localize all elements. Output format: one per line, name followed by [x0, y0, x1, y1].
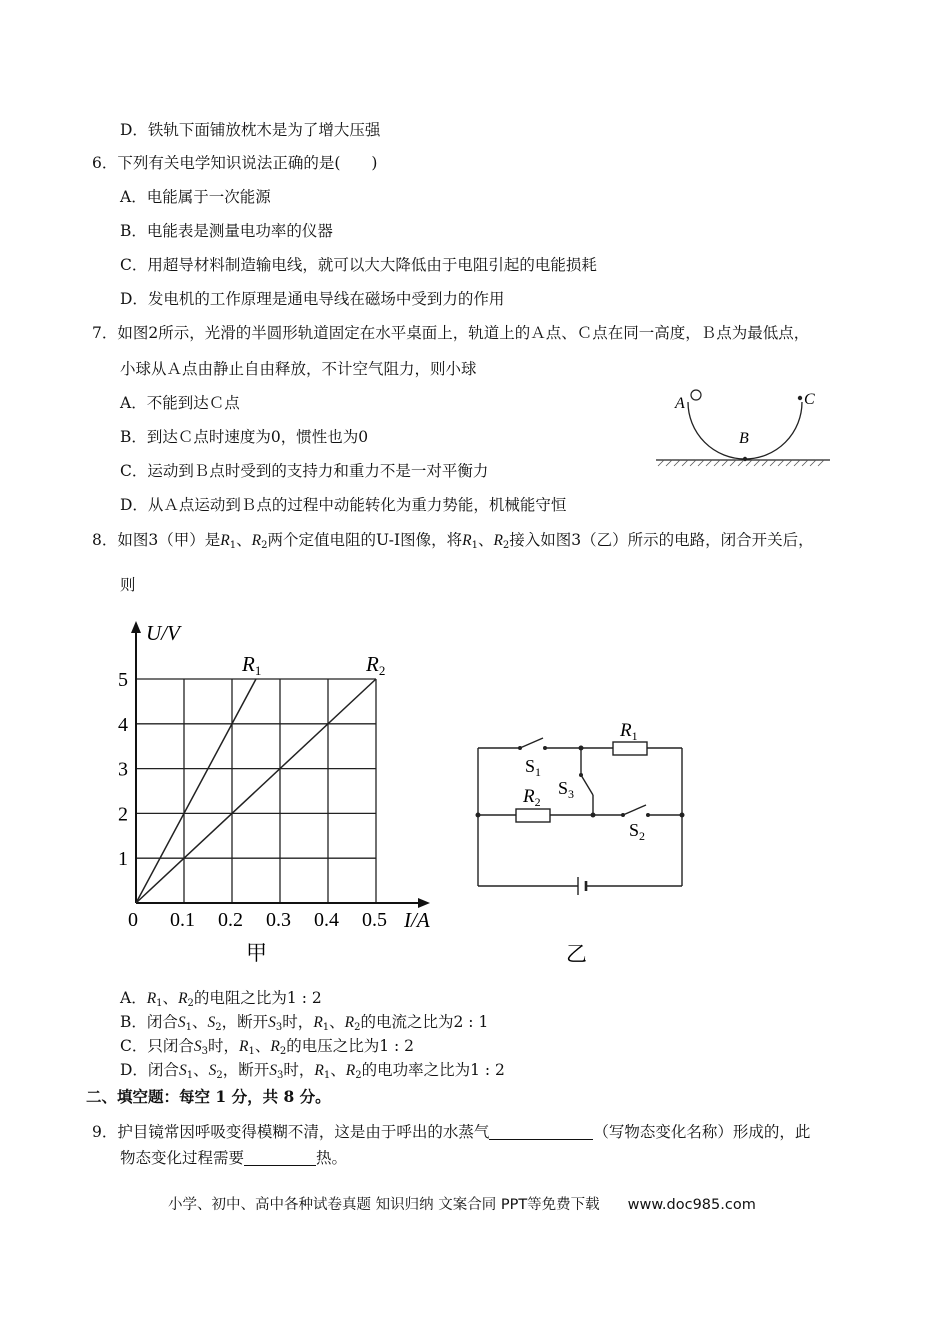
y-tick-label: 2: [118, 803, 128, 826]
page-footer: [168, 1193, 756, 1214]
q5-option-d: D．铁轨下面铺放枕木是为了增大压强: [120, 121, 381, 139]
x-axis-arrow: [418, 898, 430, 908]
circuit-s1-label: $S_1$: [525, 756, 542, 779]
label-b: B: [739, 430, 749, 447]
q8-stem-line1: 8．如图3（甲）是$R_1$、$R_2$两个定值电阻的U-I图像，将$R_1$、$R_2$接入如图3（乙）所示的电路，闭合开关后，: [92, 531, 814, 551]
x-tick-label: 0.1: [170, 909, 195, 931]
y-tick-label: 5: [118, 669, 128, 691]
section-2-title: 二、填空题：每空 1 分，共 8 分。: [86, 1087, 331, 1106]
q7-option-a: A．不能到达Ｃ点: [120, 394, 240, 412]
q7-stem-line2: 小球从Ａ点由静止自由释放，不计空气阻力，则小球: [120, 360, 477, 378]
q7-stem-line1: 7．如图2所示，光滑的半圆形轨道固定在水平桌面上，轨道上的Ａ点、Ｃ点在同一高度，Ｂ点为最低点，: [92, 324, 810, 342]
chart-caption: 甲: [246, 941, 267, 965]
answer-blank-2[interactable]: [244, 1149, 316, 1166]
q6-option-b: B．电能表是测量电功率的仪器: [120, 222, 333, 240]
circuit-caption: 乙: [566, 942, 587, 965]
ball-icon: [691, 390, 701, 400]
y-tick-label: 1: [118, 848, 128, 871]
q6-stem: 6．下列有关电学知识说法正确的是( ): [92, 154, 378, 172]
y-tick-label: 3: [118, 758, 128, 781]
label-c: C: [804, 391, 815, 408]
q7-option-d: D．从Ａ点运动到Ｂ点的过程中动能转化为重力势能，机械能守恒: [120, 496, 567, 514]
q8-option-a: A．$R_1$、$R_2$的电阻之比为1 : 2: [120, 989, 322, 1009]
series-label-r1: R1: [242, 652, 262, 678]
y-axis-label: U/V: [146, 621, 180, 645]
label-a: A: [675, 395, 685, 412]
circuit-diagram: [465, 705, 695, 965]
q8-option-c: C．只闭合$S_3$时，$R_1$、$R_2$的电压之比为1 : 2: [120, 1037, 415, 1057]
ui-graph-chart: [110, 615, 450, 970]
answer-blank-1[interactable]: [489, 1123, 593, 1140]
y-axis-arrow: [131, 621, 141, 633]
circuit-s3-label: $S_3$: [558, 778, 575, 801]
q8-option-b: B．闭合$S_1$、$S_2$，断开$S_3$时，$R_1$、$R_2$的电流之比为2 : 1: [120, 1013, 489, 1033]
x-axis-label: I/A: [404, 908, 430, 932]
series-line-r1: [136, 679, 256, 903]
x-tick-label: 0.3: [266, 909, 291, 931]
circuit-r2-label: $R_2$: [523, 786, 541, 809]
q7-option-b: B．到达Ｃ点时速度为0，惯性也为0: [120, 428, 369, 446]
x-tick-label: 0.4: [314, 909, 339, 931]
footer-text: 小学、初中、高中各种试卷真题 知识归纳 文案合同 PPT等免费下载: [168, 1197, 600, 1213]
circuit-s2-label: $S_2$: [629, 820, 646, 843]
q6-option-a: A．电能属于一次能源: [120, 188, 271, 206]
x-tick-label: 0.5: [362, 909, 387, 931]
q9-line1: 9．护目镜常因呼吸变得模糊不清，这是由于呼出的水蒸气 （写物态变化名称）形成的，此: [92, 1123, 811, 1141]
x-tick-label: 0: [128, 909, 138, 931]
series-line-r2: [136, 679, 376, 903]
x-tick-label: 0.2: [218, 909, 243, 931]
series-label-r2: R2: [366, 652, 386, 678]
circuit-r1-label: $R_1$: [620, 720, 638, 743]
y-tick-label: 4: [118, 713, 128, 736]
q8-stem-line2: 则: [120, 576, 136, 594]
q6-option-c: C．用超导材料制造输电线，就可以大大降低由于电阻引起的电能损耗: [120, 256, 597, 274]
track-figure: [650, 380, 835, 468]
q8-option-d: D．闭合$S_1$、$S_2$，断开$S_3$时，$R_1$、$R_2$的电功率之比为1 : 2: [120, 1061, 505, 1081]
q7-option-c: C．运动到Ｂ点时受到的支持力和重力不是一对平衡力: [120, 462, 489, 480]
q6-option-d: D．发电机的工作原理是通电导线在磁场中受到力的作用: [120, 290, 505, 308]
footer-link[interactable]: www.doc985.com: [627, 1197, 756, 1213]
q9-line2: 物态变化过程需要 热。: [120, 1149, 348, 1167]
